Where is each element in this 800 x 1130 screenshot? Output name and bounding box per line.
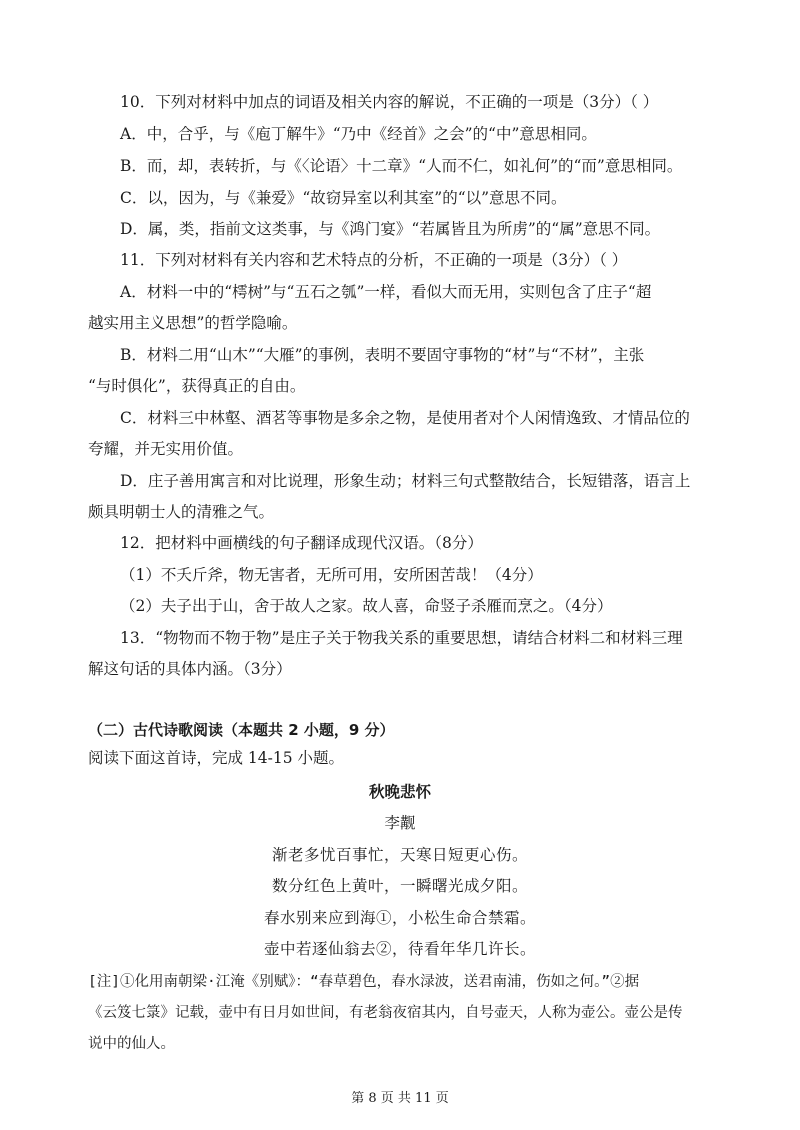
question-11-option-d-line2: 颇具明朝士人的清雅之气。 bbox=[88, 503, 275, 521]
question-11-option-a-line1: A．材料一中的“樗树”与“五石之瓠”一样，看似大而无用，实则包含了庄子“超 bbox=[120, 283, 652, 301]
question-12-stem: 12．把材料中画横线的句子翻译成现代汉语。（8分） bbox=[120, 534, 483, 552]
page-number-footer: 第 8 页 共 11 页 bbox=[351, 1091, 449, 1106]
question-10-option-b: B．而，却，表转折，与《〈论语〉十二章》“人而不仁，如礼何”的“而”意思相同。 bbox=[120, 157, 683, 175]
poem-title: 秋晚悲怀 bbox=[368, 783, 431, 801]
poem-line-2: 数分红色上黄叶，一瞬曙光成夕阳。 bbox=[271, 877, 528, 895]
note-line-1: [注]①化用南朝梁·江淹《别赋》：“春草碧色，春水渌波，送君南浦，伤如之何。”②据 bbox=[88, 974, 640, 990]
question-10-option-a: A．中，合乎，与《庖丁解牛》“乃中《经首》之会”的“中”意思相同。 bbox=[120, 125, 597, 143]
question-11-option-c-line1: C．材料三中林壑、酒茗等事物是多余之物，是使用者对个人闲情逸致、才情品位的 bbox=[120, 409, 690, 427]
question-11-option-c-line2: 夸耀，并无实用价值。 bbox=[88, 440, 244, 458]
question-11-stem: 11．下列对材料有关内容和艺术特点的分析，不正确的一项是（3分）（ ） bbox=[120, 251, 628, 269]
note-line-2: 《云笈七箓》记载，壶中有日月如世间，有老翁夜宿其内，自号壶天，人称为壶公。壶公是传 bbox=[88, 1005, 683, 1021]
question-11-option-d-line1: D．庄子善用寓言和对比说理，形象生动；材料三句式整散结合，长短错落，语言上 bbox=[120, 472, 691, 490]
section-intro: 阅读下面这首诗，完成 14-15 小题。 bbox=[88, 749, 345, 767]
question-10-option-c: C．以，因为，与《兼爱》“故窃异室以利其室”的“以”意思不同。 bbox=[120, 189, 567, 207]
question-11-option-a-line2: 越实用主义思想”的哲学隐喻。 bbox=[88, 314, 298, 332]
question-10-option-d: D．属，类，指前文这类事，与《鸿门宴》“若属皆且为所虏”的“属”意思不同。 bbox=[120, 220, 661, 238]
question-11-option-b-line2: “与时俱化”，获得真正的自由。 bbox=[88, 377, 306, 395]
question-10-stem: 10．下列对材料中加点的词语及相关内容的解说，不正确的一项是（3分）（ ） bbox=[120, 93, 659, 111]
poem-author: 李觏 bbox=[384, 814, 416, 832]
question-12-item-2: （2）夫子出于山，舍于故人之家。故人喜，命竖子杀雁而烹之。（4分） bbox=[120, 597, 613, 615]
poem-line-1: 渐老多忧百事忙，天寒日短更心伤。 bbox=[271, 846, 528, 864]
poem-line-3: 春水别来应到海①，小松生命合禁霜。 bbox=[263, 909, 536, 927]
question-13-line1: 13．“物物而不物于物”是庄子关于物我关系的重要思想，请结合材料二和材料三理 bbox=[120, 629, 683, 647]
section-heading-poetry: （二）古代诗歌阅读（本题共 2 小题，9 分） bbox=[88, 721, 395, 739]
poem-line-4: 壶中若逐仙翁去②，待看年华几许长。 bbox=[263, 940, 536, 958]
question-13-line2: 解这句话的具体内涵。（3分） bbox=[88, 660, 292, 678]
question-12-item-1: （1）不夭斤斧，物无害者，无所可用，安所困苦哉！（4分） bbox=[120, 566, 543, 584]
note-line-3: 说中的仙人。 bbox=[88, 1036, 175, 1052]
question-11-option-b-line1: B．材料二用“山木”“大雁”的事例，表明不要固守事物的“材”与“不材”，主张 bbox=[120, 346, 645, 364]
